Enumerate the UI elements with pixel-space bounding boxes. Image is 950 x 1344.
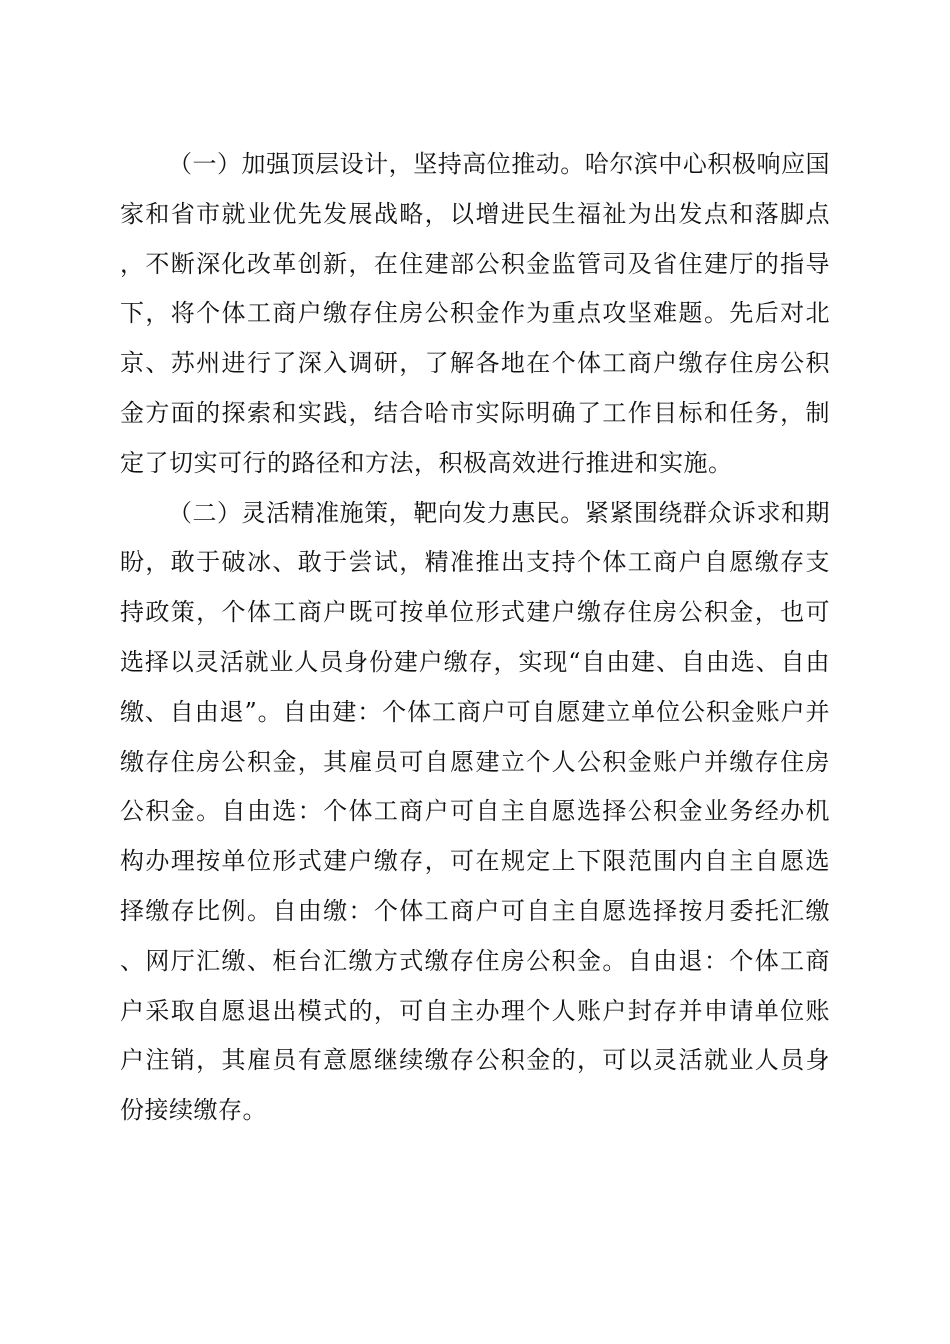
document-body xyxy=(120,140,830,1136)
paragraph-2: （二）灵活精准施策，靶向发力惠民。紧紧围绕群众诉求和期盼，敢于破冰、敢于尝试，精准推出支持个体工商户自愿缴存支持政策，个体工商户既可按单位形式建户缴存住房公积金，也可选择以灵活就业人员身份建户缴存，实现“自由建、自由选、自由缴、自由退”。自由建：个体工商户可自愿建立单位公积金账户并缴存住房公积金，其雇员可自愿建立个人公积金账户并缴存住房公积金。自由选：个体工商户可自主自愿选择公积金业务经办机构办理按单位形式建户缴存，可在规定上下限范围内自主自愿选择缴存比例。自由缴：个体工商户可自主自愿选择按月委托汇缴、网厅汇缴、柜台汇缴方式缴存住房公积金。自由退：个体工商户采取自愿退出模式的，可自主办理个人账户封存并申请单位账户注销，其雇员有意愿继续缴存公积金的，可以灵活就业人员身份接续缴存。 xyxy=(120,498,830,1125)
paragraph-1: （一）加强顶层设计，坚持高位推动。哈尔滨中心积极响应国家和省市就业优先发展战略，以增进民生福祉为出发点和落脚点，不断深化改革创新，在住建部公积金监管司及省住建厅的指导下，将个体工商户缴存住房公积金作为重点攻坚难题。先后对北京、苏州进行了深入调研，了解各地在个体工商户缴存住房公积金方面的探索和实践，结合哈市实际明确了工作目标和任务，制定了切实可行的路径和方法，积极高效进行推进和实施。 xyxy=(120,150,830,477)
